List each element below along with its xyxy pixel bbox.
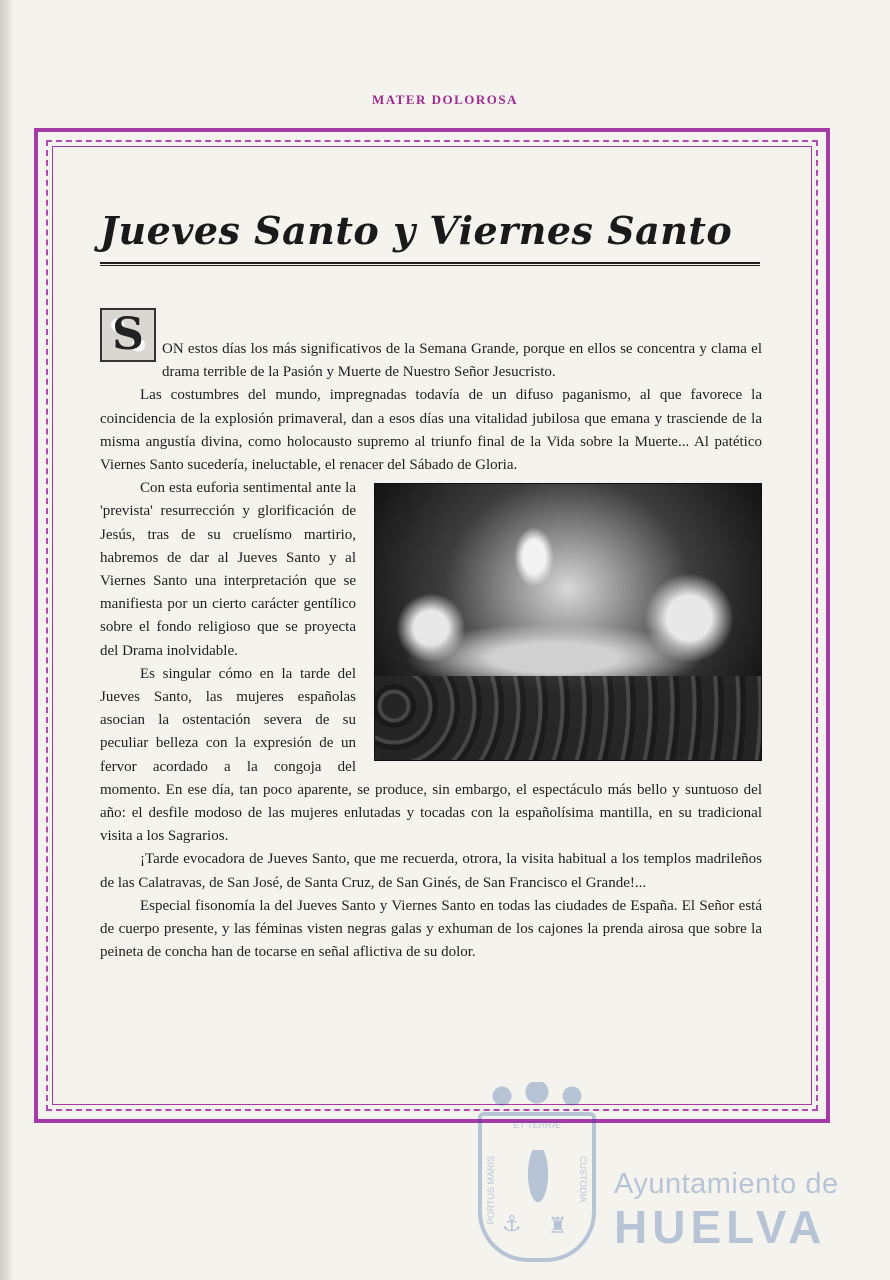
article-title: Jueves Santo y Viernes Santo	[100, 208, 733, 253]
shield-motto: ET TERRÆ	[513, 1120, 561, 1130]
paragraph-1	[100, 309, 762, 384]
article-body	[100, 309, 762, 964]
watermark-line-2: HUELVA	[614, 1201, 827, 1253]
watermark-line-1: Ayuntamiento de	[614, 1168, 839, 1200]
anchor-icon: ⚓	[502, 1212, 522, 1237]
running-title: MATER DOLOROSA	[371, 92, 519, 107]
tower-icon: ♜	[548, 1214, 568, 1239]
paragraph-6: Especial fisonomía la del Jueves Santo y Viernes Santo en todas las ciudades de España. El Señor está de cuerpo presente, y las féminas visten negras galas y exhuman de los cajones la prenda airosa que sobre la peineta de concha han de tocarse en señal aflictiva de su dolor.	[100, 897, 762, 961]
paragraph-5: ¡Tarde evocadora de Jueves Santo, que me recuerda, otrora, la visita habitual a los templos madrileños de las Calatravas, de San José, de Santa Cruz, de San Ginés, de San Francisco el Grande!...	[100, 851, 762, 891]
paragraph-2: Las costumbres del mundo, impregnadas todavía de un difuso paganismo, al que favorece la coincidencia de la explosión primaveral, dan a esos días una vitalidad jubilosa que emana y trasciende de la misma angustía divina, como holocausto supremo al triunfo final de la Vida sobre la Muerte... Al patético Viernes Santo sucedería, ineluctable, el renacer del Sábado de Gloria.	[100, 387, 762, 474]
coat-of-arms-icon	[478, 1112, 596, 1262]
paragraph-4: Es singular cómo en la tarde del Jueves Santo, las mujeres españolas asocian la ostentación severa de su peculiar belleza con la expresión de un fervor acordado a la congoja del momento. En ese día, tan poco aparente, se produce, sin embargo, el espectáculo más bello y suntuoso del año: el desfile modoso de las mujeres enlutadas y tocadas con la españolísima mantilla, en su tradicional visita a los Sagrarios.	[100, 665, 762, 845]
watermark	[478, 1082, 888, 1272]
crown-icon	[488, 1082, 586, 1110]
drop-cap: S	[100, 308, 156, 362]
procession-photo	[374, 483, 762, 761]
paragraph-1-text: ON estos días los más significativos de la Semana Grande, porque en ellos se concentra y clama el drama terrible de la Pasión y Muerte de Nuestro Señor Jesucristo.	[162, 341, 762, 381]
shield-side-right: CUSTODIA	[578, 1156, 588, 1203]
page-binding-edge	[0, 0, 12, 1280]
paragraph-3	[100, 477, 762, 663]
photo-frame	[374, 483, 762, 761]
title-underline	[100, 262, 760, 266]
paragraph-3-text: Con esta euforia sentimental ante la 'prevista' resurrección y glorificación de Jesús, tras de su cruelísmo martirio, habremos de dar al Jueves Santo y al Viernes Santo una interpretación que se manifiesta por un cierto carácter gentílico sobre el fondo religioso que se proyecta del Drama inolvidable.	[100, 480, 356, 659]
shield-side-left: PORTUS MARIS	[486, 1156, 496, 1225]
